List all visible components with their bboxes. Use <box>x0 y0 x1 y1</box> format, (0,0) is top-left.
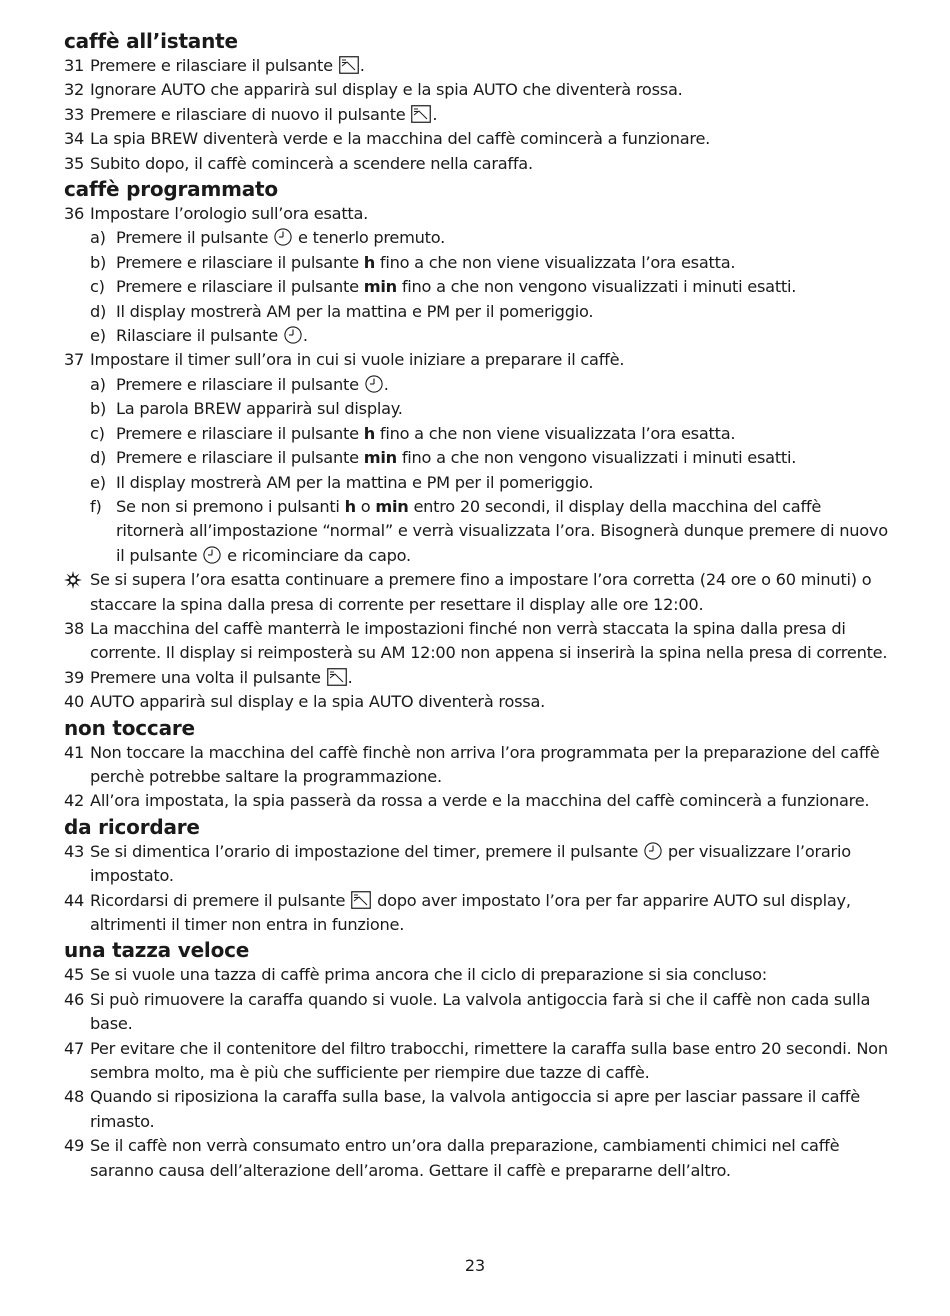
list-item-44: 44 Ricordarsi di premere il pulsante dopo aver impostato l’ora per far apparire AUTO sul display, altrimenti il timer non entra in funzione. <box>64 890 851 934</box>
clock-icon <box>274 228 292 246</box>
tip-star-icon <box>64 571 82 589</box>
item-number: 34 <box>64 129 85 149</box>
button-key-h: h <box>344 496 356 516</box>
clock-icon <box>644 842 662 860</box>
item-letter: b) <box>90 399 107 419</box>
item-letter: e) <box>90 326 106 346</box>
item-letter: c) <box>90 423 105 443</box>
item-letter: b) <box>90 252 107 272</box>
item-letter: d) <box>90 448 107 468</box>
list-item-33: 33 Premere e rilasciare di nuovo il pulsante . <box>64 103 894 127</box>
list-item-34: 34 La spia BREW diventerà verde e la macchina del caffè comincerà a funzionare. <box>64 127 894 151</box>
item-number: 36 <box>64 204 85 224</box>
list-item-36: 36 Impostare l’orologio sull’ora esatta. <box>64 202 894 226</box>
list-item-49: 49 Se il caffè non verrà consumato entro un’ora dalla preparazione, cambiamenti chimici nel caffè saranno causa dell’alterazione dell’aroma. Gettare il caffè e prepararne dell’altro. <box>64 1136 840 1180</box>
item-number: 39 <box>64 667 85 687</box>
sub-item-36c: c) Premere e rilasciare il pulsante min fino a che non vengono visualizzati i minuti esatti. <box>64 275 894 299</box>
list-item-43: 43 Se si dimentica l’orario di impostazione del timer, premere il pulsante per visualizzare l’orario impostato. <box>64 841 851 886</box>
sub-item-36a: a) Premere il pulsante e tenerlo premuto. <box>64 226 894 250</box>
button-key-h: h <box>363 423 375 443</box>
item-number: 47 <box>64 1038 85 1058</box>
list-item-38: 38 La macchina del caffè manterrà le impostazioni finché non verrà staccata la spina dalla presa di corrente. Il display si reimposterà su AM 12:00 non appena si inserirà la spina nella presa di corrente. <box>64 618 888 663</box>
tip-note: Se si supera l’ora esatta continuare a premere fino a impostare l’ora corretta (24 ore o 60 minuti) o staccare la spina dalla presa di corrente per resettare il display alle ore 12:00. <box>64 568 894 617</box>
sub-item-37c: c) Premere e rilasciare il pulsante h fino a che non viene visualizzata l’ora esatta. <box>64 422 894 446</box>
section-title-caffe-allistante: caffè all’istante <box>64 29 238 53</box>
item-letter: f) <box>90 496 102 516</box>
clock-icon <box>284 326 302 344</box>
section-title-non-toccare: non toccare <box>64 715 195 740</box>
item-number: 44 <box>64 890 85 910</box>
sub-item-37a: a) Premere e rilasciare il pulsante . <box>64 373 894 397</box>
sub-item-37e: e) Il display mostrerà AM per la mattina e PM per il pomeriggio. <box>64 471 894 495</box>
item-number: 40 <box>64 692 85 712</box>
list-item-32: 32 Ignorare AUTO che apparirà sul display e la spia AUTO che diventerà rossa. <box>64 78 894 102</box>
document-page <box>64 28 894 1183</box>
item-number: 32 <box>64 80 85 100</box>
button-key-min: min <box>363 448 397 468</box>
button-key-min: min <box>375 496 409 516</box>
sub-item-37b: b) La parola BREW apparirà sul display. <box>64 397 894 421</box>
list-item-35: 35 Subito dopo, il caffè comincerà a scendere nella caraffa. <box>64 152 894 176</box>
item-number: 49 <box>64 1136 85 1156</box>
item-letter: e) <box>90 472 106 492</box>
item-number: 37 <box>64 350 85 370</box>
section-title-da-ricordare: da ricordare <box>64 814 200 839</box>
list-item-48: 48 Quando si riposiziona la caraffa sulla base, la valvola antigoccia si apre per lasciar passare il caffè rimasto. <box>64 1087 860 1131</box>
sub-item-37f: f) Se non si premono i pulsanti h o min entro 20 secondi, il display della macchina del caffè ritornerà all’impostazione “normal” e verrà visualizzata l’ora. Bisognerà dunque premere di nuovo il pulsante e ricominciare da capo. <box>90 496 888 565</box>
item-number: 45 <box>64 965 85 985</box>
list-item-46: 46 Si può rimuovere la caraffa quando si vuole. La valvola antigoccia farà si che il caffè non cada sulla base. <box>64 989 871 1034</box>
item-number: 38 <box>64 618 85 638</box>
list-item-31: 31 Premere e rilasciare il pulsante . <box>64 54 894 78</box>
list-item-45: 45 Se si vuole una tazza di caffè prima ancora che il ciclo di preparazione si sia concluso: <box>64 963 894 987</box>
item-number: 48 <box>64 1087 85 1107</box>
list-item-42: 42 All’ora impostata, la spia passerà da rossa a verde e la macchina del caffè comincerà a funzionare. <box>64 789 894 813</box>
item-number: 46 <box>64 989 85 1009</box>
auto-program-icon <box>339 56 359 74</box>
item-number: 33 <box>64 104 85 124</box>
item-number: 35 <box>64 153 85 173</box>
item-letter: d) <box>90 301 107 321</box>
button-key-min: min <box>363 277 397 297</box>
section-title-una-tazza-veloce: una tazza veloce <box>64 938 250 963</box>
clock-icon <box>203 546 221 564</box>
item-number: 42 <box>64 791 85 811</box>
list-item-47: 47 Per evitare che il contenitore del filtro trabocchi, rimettere la caraffa sulla base entro 20 secondi. Non sembra molto, ma è più che sufficiente per riempire due tazze di caffè. <box>64 1038 888 1083</box>
page-number: 23 <box>464 1256 486 1275</box>
auto-program-icon <box>327 668 347 686</box>
item-letter: a) <box>90 374 106 394</box>
sub-item-36e: e) Rilasciare il pulsante . <box>64 324 894 348</box>
sub-item-36b: b) Premere e rilasciare il pulsante h fino a che non viene visualizzata l’ora esatta. <box>64 251 894 275</box>
clock-icon <box>365 375 383 393</box>
item-letter: c) <box>90 277 105 297</box>
list-item-37: 37 Impostare il timer sull’ora in cui si vuole iniziare a preparare il caffè. <box>64 348 894 372</box>
item-number: 41 <box>64 742 85 762</box>
item-letter: a) <box>90 228 106 248</box>
button-key-h: h <box>363 252 375 272</box>
list-item-40: 40 AUTO apparirà sul display e la spia AUTO diventerà rossa. <box>64 690 894 714</box>
auto-program-icon <box>351 891 371 909</box>
section-title-caffe-programmato: caffè programmato <box>64 177 278 202</box>
list-item-39: 39 Premere una volta il pulsante . <box>64 666 894 690</box>
list-item-41: 41 Non toccare la macchina del caffè finchè non arriva l’ora programmata per la preparazione del caffè perchè potrebbe saltare la programmazione. <box>64 742 880 786</box>
sub-item-36d: d) Il display mostrerà AM per la mattina e PM per il pomeriggio. <box>64 300 894 324</box>
item-number: 43 <box>64 841 85 861</box>
auto-program-icon <box>411 105 431 123</box>
sub-item-37d: d) Premere e rilasciare il pulsante min fino a che non vengono visualizzati i minuti esatti. <box>64 446 894 470</box>
item-number: 31 <box>64 56 85 75</box>
